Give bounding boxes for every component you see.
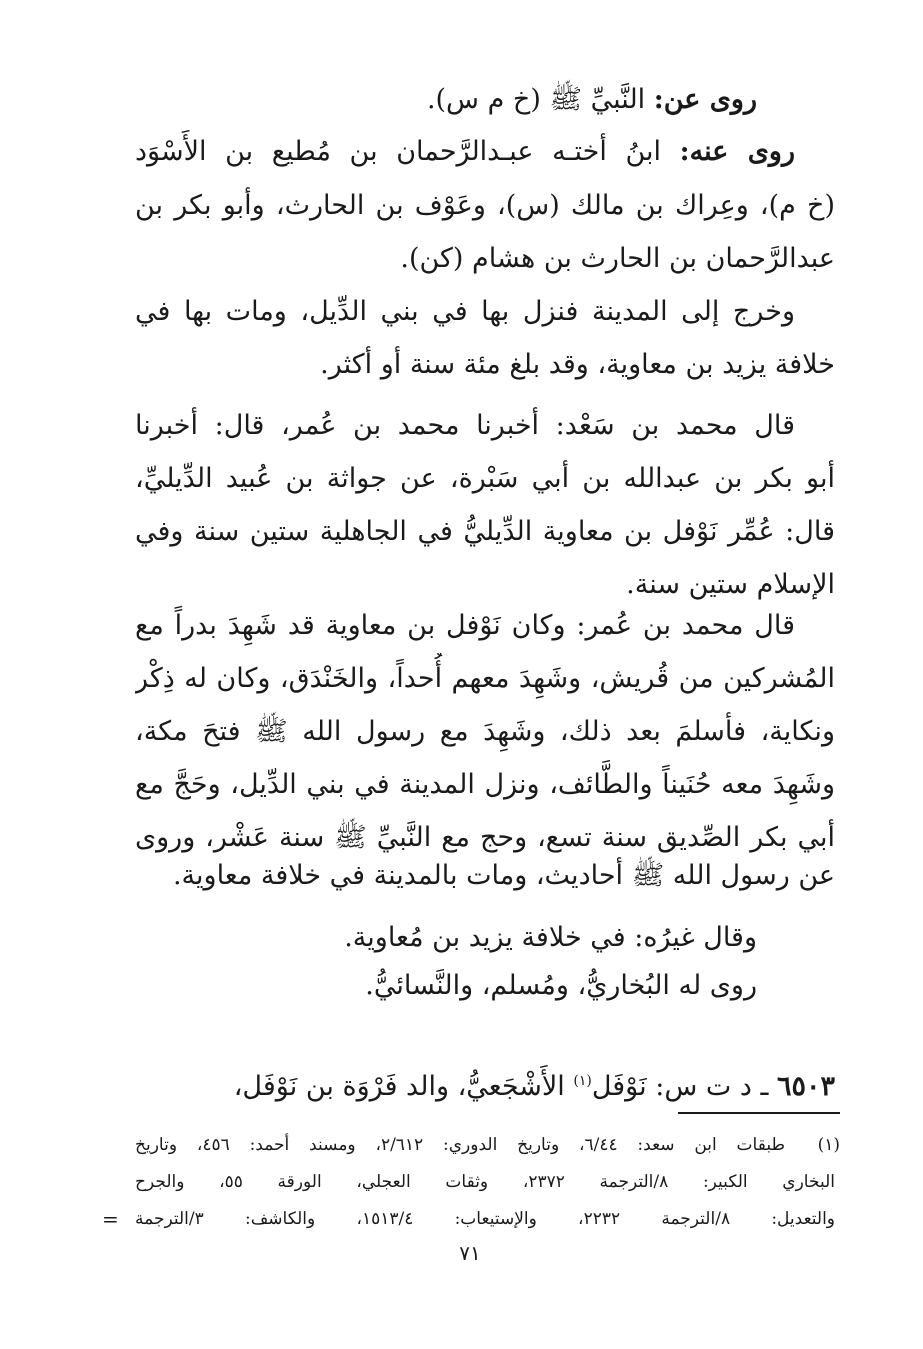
footnote-continuation: = (102, 1207, 119, 1231)
entry-heading (135, 1055, 835, 1107)
body-line (135, 850, 835, 902)
line-text: وخرج إلى المدينة فنزل بها في بني الدِّيل، ومات بها في (135, 296, 795, 327)
entry-number: ٦٥٠٣ (776, 1071, 835, 1102)
footnote-number: (١) (817, 1135, 840, 1155)
line-text: الإسلام ستين سنة. (626, 569, 835, 600)
body-line (135, 286, 835, 338)
footnote-divider (678, 1112, 840, 1114)
footnote-line: والتعديل: ٨/الترجمة ٢٢٣٢، والإستيعاب: ١٥١٣/٤، والكاشف: ٣/الترجمة (135, 1209, 835, 1229)
line-text: وقال غيرُه: في خلافة يزيد بن مُعاوية. (344, 922, 757, 953)
line-text: (خ م)، وعِراك بن مالك (س)، وعَوْف بن الحارث، وأبو بكر بن (135, 190, 835, 221)
entry-name: نَوْفَل (591, 1071, 656, 1102)
line-text: خلافة يزيد بن معاوية، وقد بلغ مئة سنة أو أكثر. (320, 349, 835, 380)
body-line (135, 600, 835, 652)
line-text: قال: عُمِّر نَوْفل بن معاوية الدِّيليُّ في الجاهلية ستين سنة وفي (135, 516, 835, 547)
body-line (135, 506, 835, 558)
body-line (135, 180, 835, 232)
entry-rest: الأَشْجَعيُّ، والد فَرْوَة بن نَوْفَل، (233, 1071, 574, 1102)
body-line (135, 453, 835, 505)
line-lead: روى عن: (653, 84, 757, 115)
line-text: عبدالرَّحمان بن الحارث بن هشام (كن). (400, 243, 835, 274)
footnote-line: البخاري الكبير: ٨/الترجمة ٢٣٧٢، وثقات العجلي، الورقة ٥٥، والجرح (135, 1172, 835, 1192)
footnote-line: طبقات ابن سعد: ٦/٤٤، وتاريخ الدوري: ٢/٦١٢، ومسند أحمد: ٤٥٦، وتاريخ (135, 1135, 785, 1155)
line-text: أبو بكر بن عبدالله بن أبي سَبْرة، عن جواثة بن عُبيد الدِّيليِّ، (135, 463, 835, 494)
body-line (135, 759, 835, 811)
line-text: قال محمد بن عُمر: وكان نَوْفل بن معاوية قد شَهِدَ بدراً مع (135, 610, 795, 641)
body-line (135, 912, 835, 964)
body-line (135, 400, 835, 452)
page-number: ٧١ (459, 1241, 481, 1265)
line-text: وشَهِدَ معه حُنَيناً والطَّائف، ونزل المدينة في بني الدِّيل، وحَجَّ مع (135, 769, 835, 800)
line-text: أبي بكر الصِّديق سنة تسع، وحج مع النَّبيِّ ﷺ سنة عَشْر، وروى (135, 822, 835, 853)
body-line (135, 74, 835, 126)
entry-codes: ـ د ت س: (655, 1071, 777, 1102)
line-lead: روى عنه: (679, 136, 795, 167)
line-text: ونكاية، فأسلمَ بعد ذلك، وشَهِدَ مع رسول الله ﷺ فتحَ مكة، (135, 716, 835, 747)
body-line (135, 233, 835, 285)
line-text: النَّبيِّ ﷺ (خ م س). (426, 84, 654, 115)
line-text: المُشركين من قُريش، وشَهِدَ معهم أُحداً، والخَنْدَق، وكان له ذِكْر (135, 663, 835, 694)
line-text: روى له البُخاريُّ، ومُسلم، والنَّسائيُّ. (365, 970, 757, 1001)
footnote-marker: (١) (573, 1073, 592, 1089)
body-line (135, 653, 835, 705)
line-text: عن رسول الله ﷺ أحاديث، ومات بالمدينة في خلافة معاوية. (172, 860, 835, 891)
body-line (135, 706, 835, 758)
body-line (135, 126, 835, 178)
line-text: ابنُ أختـه عبـدالرَّحمان بن مُطيع بن الأَسْوَد (135, 136, 680, 167)
body-line (135, 960, 835, 1012)
line-text: قال محمد بن سَعْد: أخبرنا محمد بن عُمر، قال: أخبرنا (135, 410, 795, 441)
body-line (135, 339, 835, 391)
